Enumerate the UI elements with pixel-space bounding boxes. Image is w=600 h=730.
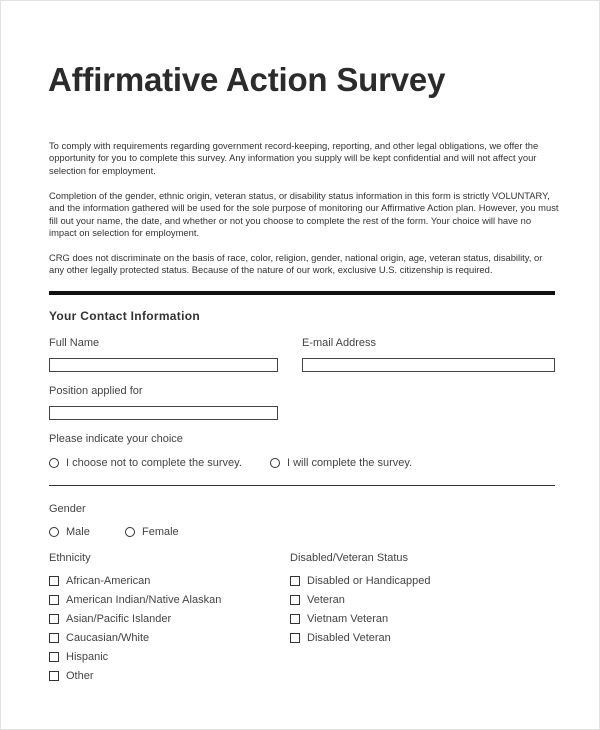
ethnicity-option-label: Caucasian/White <box>66 632 150 644</box>
position-field[interactable] <box>49 406 278 420</box>
gender-option-male[interactable] <box>49 526 90 538</box>
divider <box>49 485 555 486</box>
full-name-label: Full Name <box>49 337 100 349</box>
checkbox[interactable] <box>49 633 59 643</box>
ethnicity-option-label: Other <box>66 670 94 682</box>
radio-button[interactable] <box>125 527 135 537</box>
ethnicity-option[interactable] <box>49 575 150 587</box>
choice-decline-label: I choose not to complete the survey. <box>66 457 242 469</box>
checkbox[interactable] <box>49 576 59 586</box>
disabled-veteran-option-label: Disabled Veteran <box>307 632 391 644</box>
choice-complete-label: I will complete the survey. <box>287 457 413 469</box>
disabled-veteran-option[interactable] <box>290 613 388 625</box>
choice-decline-option[interactable] <box>49 457 242 469</box>
intro-paragraph: To comply with requirements regarding government record-keeping, reporting, and other legal obligations, we offer the opportunity for you to complete this survey. Any information you supply will be kept confidential and will not affect your selection for employment. <box>49 140 539 176</box>
checkbox[interactable] <box>290 614 300 624</box>
ethnicity-option-label: Hispanic <box>66 651 109 663</box>
choice-complete-option[interactable] <box>270 457 412 469</box>
ethnicity-option[interactable] <box>49 670 94 682</box>
contact-section-heading: Your Contact Information <box>49 309 200 323</box>
disabled-veteran-option[interactable] <box>290 575 431 587</box>
disabled-veteran-label: Disabled/Veteran Status <box>290 552 409 564</box>
checkbox[interactable] <box>290 633 300 643</box>
ethnicity-option-label: African-American <box>66 575 151 587</box>
checkbox[interactable] <box>290 595 300 605</box>
position-label: Position applied for <box>49 385 143 397</box>
choice-label: Please indicate your choice <box>49 433 183 445</box>
radio-button[interactable] <box>270 458 280 468</box>
gender-male-label: Male <box>66 526 90 538</box>
ethnicity-option[interactable] <box>49 632 149 644</box>
disabled-veteran-option-label: Disabled or Handicapped <box>307 575 431 587</box>
full-name-field[interactable] <box>49 358 278 372</box>
disabled-veteran-option-label: Vietnam Veteran <box>307 613 389 625</box>
ethnicity-option[interactable] <box>49 594 221 606</box>
page-title: Affirmative Action Survey <box>48 61 446 98</box>
gender-label: Gender <box>49 503 86 515</box>
disabled-veteran-option[interactable] <box>290 632 391 644</box>
nondiscrimination-paragraph: CRG does not discriminate on the basis of race, color, religion, gender, national origin, age, veteran status, disability, or any other legally protected status. Because of the nature of our work, exclusive U.S. citizenship is required. <box>49 252 543 276</box>
checkbox[interactable] <box>290 576 300 586</box>
ethnicity-option[interactable] <box>49 613 171 625</box>
section-divider <box>49 291 555 295</box>
email-field[interactable] <box>302 358 555 372</box>
disabled-veteran-option[interactable] <box>290 594 345 606</box>
email-label: E-mail Address <box>302 337 376 349</box>
checkbox[interactable] <box>49 652 59 662</box>
voluntary-paragraph: Completion of the gender, ethnic origin, veteran status, or disability status information in this form is strictly VOLUNTARY, and the information gathered will be used for the sole purpose of monitoring our Affirmative Action plan. However, you must fill out your name, the date, and whether or not you choose to complete the rest of the form. Your choice will have no impact on selection for employment. <box>49 190 559 238</box>
ethnicity-option[interactable] <box>49 651 108 663</box>
disabled-veteran-option-label: Veteran <box>307 594 345 606</box>
gender-option-female[interactable] <box>125 526 179 538</box>
ethnicity-label: Ethnicity <box>49 552 91 564</box>
radio-button[interactable] <box>49 458 59 468</box>
checkbox[interactable] <box>49 614 59 624</box>
gender-female-label: Female <box>142 526 179 538</box>
radio-button[interactable] <box>49 527 59 537</box>
ethnicity-option-label: Asian/Pacific Islander <box>66 613 172 625</box>
ethnicity-option-label: American Indian/Native Alaskan <box>66 594 222 606</box>
checkbox[interactable] <box>49 671 59 681</box>
checkbox[interactable] <box>49 595 59 605</box>
